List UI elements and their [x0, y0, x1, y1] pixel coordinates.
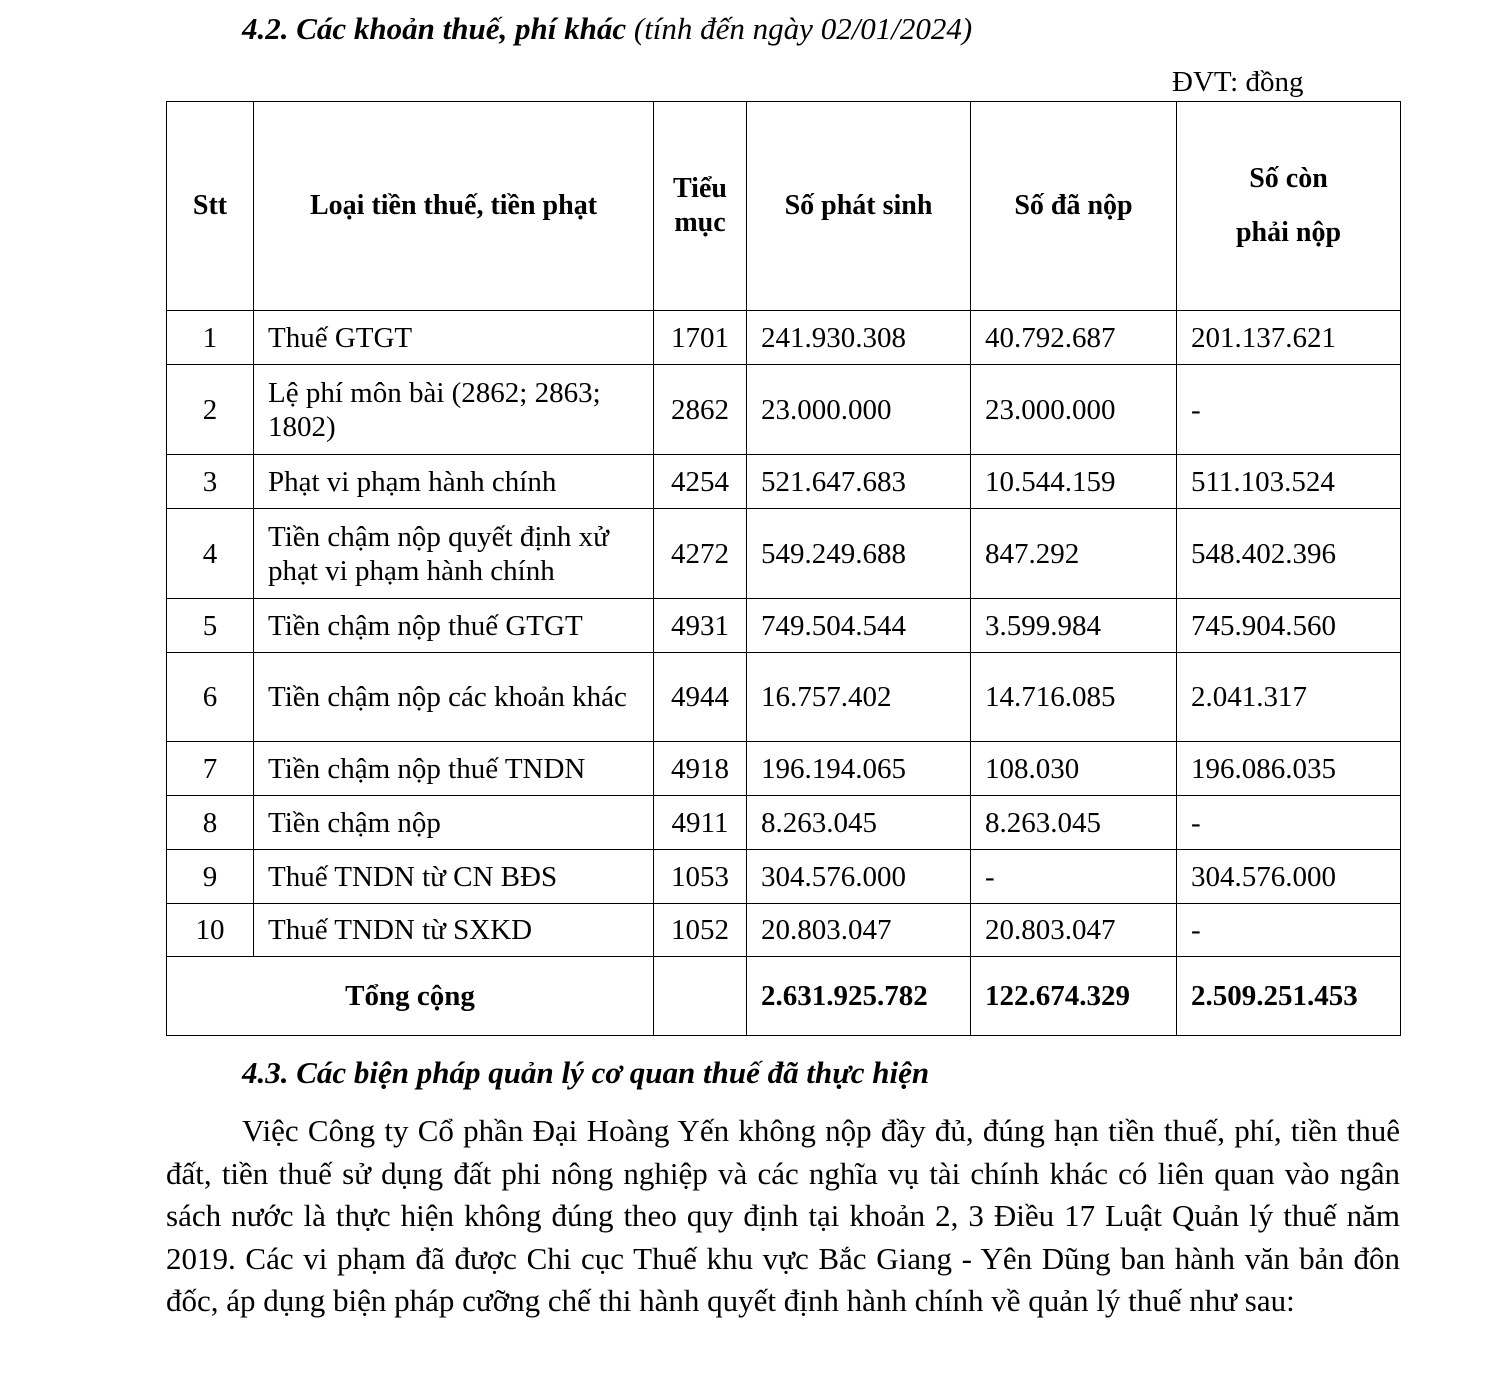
- cell-type: Tiền chậm nộp: [254, 796, 654, 850]
- cell-stt: 9: [167, 850, 254, 904]
- cell-type: Tiền chậm nộp các khoản khác: [254, 653, 654, 742]
- unit-label: ĐVT: đồng: [1172, 66, 1304, 98]
- cell-type: Phạt vi phạm hành chính: [254, 455, 654, 509]
- cell-paid: 14.716.085: [971, 653, 1177, 742]
- cell-stt: 6: [167, 653, 254, 742]
- cell-arising: 549.249.688: [747, 509, 971, 599]
- table-row: [167, 311, 1401, 365]
- header-remaining: [1177, 102, 1401, 311]
- total-remaining: 2.509.251.453: [1177, 957, 1401, 1036]
- cell-stt: 7: [167, 742, 254, 796]
- header-code: [654, 102, 747, 311]
- cell-arising: 304.576.000: [747, 850, 971, 904]
- cell-stt: 8: [167, 796, 254, 850]
- cell-stt: 2: [167, 365, 254, 455]
- cell-code: 4944: [654, 653, 747, 742]
- cell-remaining: 2.041.317: [1177, 653, 1401, 742]
- cell-remaining: 548.402.396: [1177, 509, 1401, 599]
- cell-code: 1052: [654, 904, 747, 957]
- section-4-3-title: 4.3. Các biện pháp quản lý cơ quan thuế đã thực hiện: [242, 1055, 930, 1090]
- table-row: [167, 455, 1401, 509]
- section-4-2-subtitle: (tính đến ngày 02/01/2024): [633, 11, 973, 46]
- cell-code: 1701: [654, 311, 747, 365]
- header-arising: Số phát sinh: [747, 102, 971, 311]
- cell-type: Thuế GTGT: [254, 311, 654, 365]
- header-remaining-text: Số còn phải nộp: [1235, 163, 1342, 248]
- cell-remaining: -: [1177, 796, 1401, 850]
- table-row: [167, 365, 1401, 455]
- table-header-row: [167, 102, 1401, 311]
- table-row: [167, 796, 1401, 850]
- cell-type: Lệ phí môn bài (2862; 2863; 1802): [254, 365, 654, 455]
- cell-paid: 8.263.045: [971, 796, 1177, 850]
- cell-paid: -: [971, 850, 1177, 904]
- total-arising: 2.631.925.782: [747, 957, 971, 1036]
- table-row: [167, 653, 1401, 742]
- table-row: [167, 742, 1401, 796]
- table-row: [167, 850, 1401, 904]
- table-body: [167, 311, 1401, 1036]
- cell-type: Thuế TNDN từ SXKD: [254, 904, 654, 957]
- cell-paid: 3.599.984: [971, 599, 1177, 653]
- cell-remaining: 304.576.000: [1177, 850, 1401, 904]
- cell-arising: 196.194.065: [747, 742, 971, 796]
- section-4-2-title: 4.2. Các khoản thuế, phí khác: [242, 11, 627, 46]
- cell-paid: 10.544.159: [971, 455, 1177, 509]
- cell-stt: 3: [167, 455, 254, 509]
- cell-code: 4254: [654, 455, 747, 509]
- cell-code: 4272: [654, 509, 747, 599]
- cell-type: Tiền chậm nộp quyết định xử phạt vi phạm hành chính: [254, 509, 654, 599]
- cell-remaining: 196.086.035: [1177, 742, 1401, 796]
- cell-paid: 108.030: [971, 742, 1177, 796]
- cell-arising: 16.757.402: [747, 653, 971, 742]
- cell-remaining: -: [1177, 365, 1401, 455]
- cell-remaining: -: [1177, 904, 1401, 957]
- header-stt: Stt: [167, 102, 254, 311]
- total-paid: 122.674.329: [971, 957, 1177, 1036]
- body-paragraph: Việc Công ty Cổ phần Đại Hoàng Yến không nộp đầy đủ, đúng hạn tiền thuế, phí, tiền thuê đất, tiền thuế sử dụng đất phi nông nghiệp và các nghĩa vụ tài chính khác có liên quan vào ngân sách nước là thực hiện không đúng theo quy định tại khoản 2, 3 Điều 17 Luật Quản lý thuế năm 2019. Các vi phạm đã được Chi cục Thuế khu vực Bắc Giang - Yên Dũng ban hành văn bản đôn đốc, áp dụng biện pháp cưỡng chế thi hành quyết định hành chính về quản lý thuế như sau:: [166, 1113, 1400, 1318]
- cell-type: Thuế TNDN từ CN BĐS: [254, 850, 654, 904]
- table-row: [167, 904, 1401, 957]
- table-row: [167, 599, 1401, 653]
- cell-type: Tiền chậm nộp thuế TNDN: [254, 742, 654, 796]
- cell-code: 4918: [654, 742, 747, 796]
- table-row: [167, 509, 1401, 599]
- cell-arising: 8.263.045: [747, 796, 971, 850]
- cell-remaining: 745.904.560: [1177, 599, 1401, 653]
- cell-stt: 10: [167, 904, 254, 957]
- cell-code: 4911: [654, 796, 747, 850]
- cell-code: 2862: [654, 365, 747, 455]
- cell-remaining: 201.137.621: [1177, 311, 1401, 365]
- cell-arising: 23.000.000: [747, 365, 971, 455]
- cell-stt: 1: [167, 311, 254, 365]
- header-type: Loại tiền thuế, tiền phạt: [254, 102, 654, 311]
- cell-code: 4931: [654, 599, 747, 653]
- header-paid: Số đã nộp: [971, 102, 1177, 311]
- cell-arising: 20.803.047: [747, 904, 971, 957]
- total-row: [167, 957, 1401, 1036]
- tax-fee-table: [166, 101, 1401, 1036]
- cell-remaining: 511.103.524: [1177, 455, 1401, 509]
- section-4-2-heading: [242, 10, 972, 48]
- cell-stt: 5: [167, 599, 254, 653]
- cell-stt: 4: [167, 509, 254, 599]
- cell-type: Tiền chậm nộp thuế GTGT: [254, 599, 654, 653]
- cell-paid: 847.292: [971, 509, 1177, 599]
- cell-paid: 23.000.000: [971, 365, 1177, 455]
- cell-arising: 521.647.683: [747, 455, 971, 509]
- header-code-text: Tiểu mục: [673, 173, 727, 238]
- total-code-empty: [654, 957, 747, 1036]
- total-label: Tổng cộng: [167, 957, 654, 1036]
- cell-arising: 749.504.544: [747, 599, 971, 653]
- cell-paid: 40.792.687: [971, 311, 1177, 365]
- cell-arising: 241.930.308: [747, 311, 971, 365]
- cell-paid: 20.803.047: [971, 904, 1177, 957]
- cell-code: 1053: [654, 850, 747, 904]
